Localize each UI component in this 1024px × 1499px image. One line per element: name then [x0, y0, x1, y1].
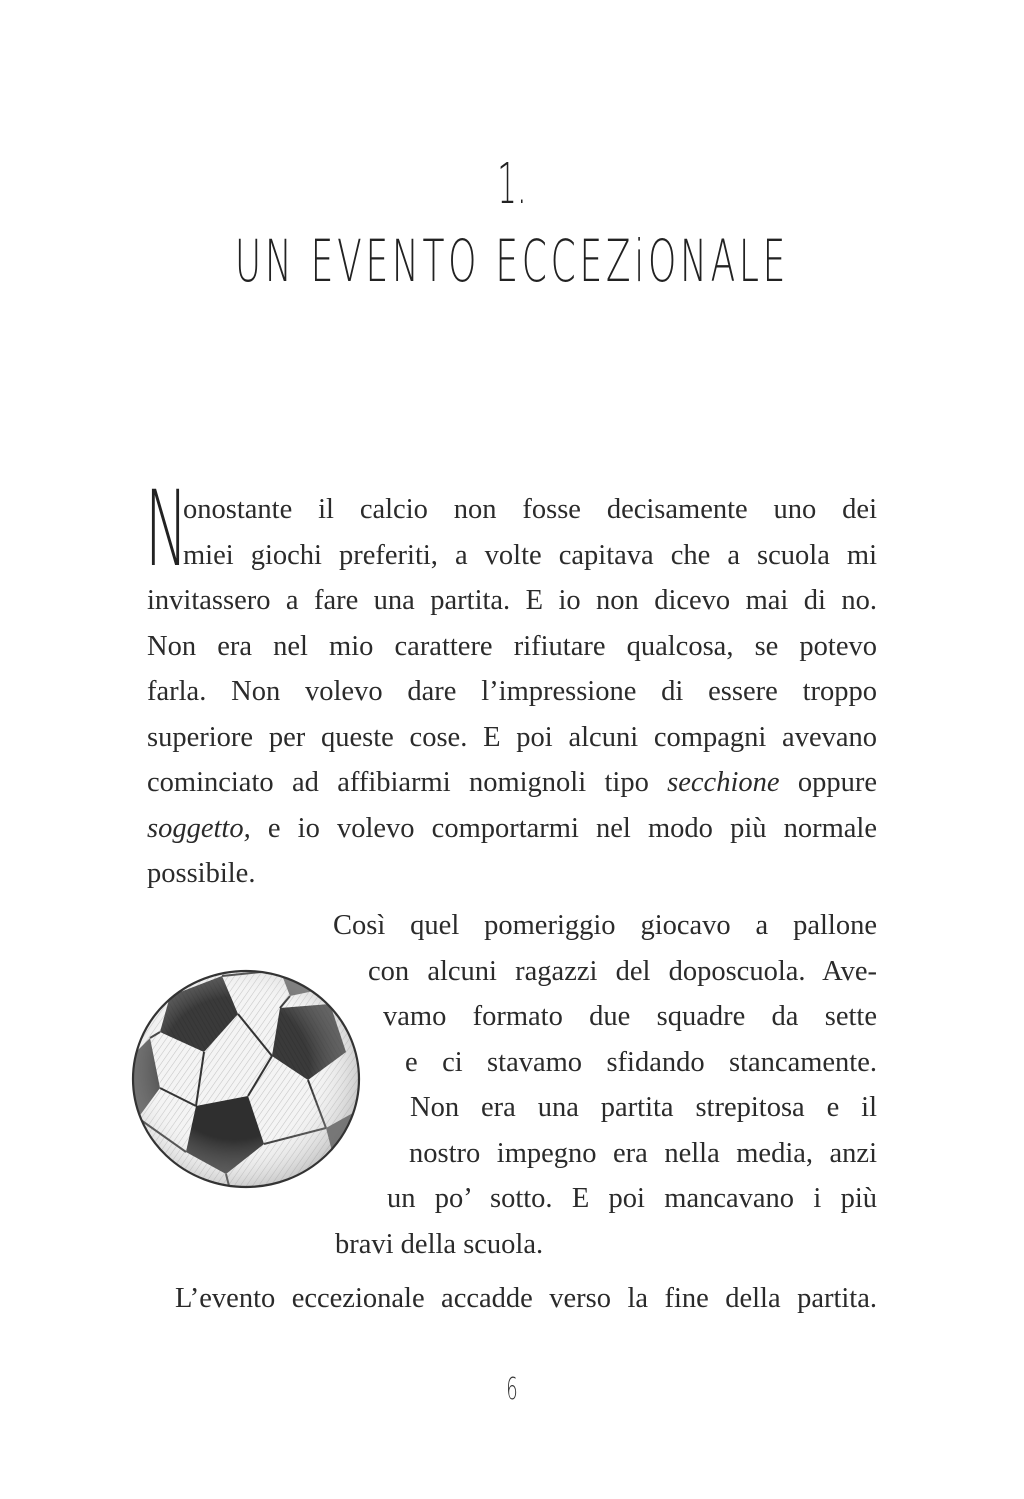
text-line: vamo formato due squadre da sette [383, 1001, 877, 1032]
text-line: Non era nel mio carattere rifiutare qualcosa, se potevo [147, 630, 877, 662]
chapter-title: UN EVENTO ECCEZiONALE [234, 227, 790, 295]
text-fragment: cominciato ad affibiarmi nomignoli tipo [147, 767, 649, 798]
text-line: e ci stavamo sfidando stancamente. [405, 1046, 877, 1078]
paragraph-3: L’evento eccezionale accadde verso la fine della partita. [175, 1283, 877, 1314]
chapter-number: 1. [497, 152, 527, 217]
paragraph-2 [147, 903, 877, 1267]
text-fragment: oppure [797, 767, 878, 798]
italic-word: secchione [667, 767, 780, 798]
text-line [147, 806, 877, 852]
text-line: miei giochi preferiti, a volte capitava che a scuola mi [183, 539, 877, 571]
paragraph-1 [145, 468, 878, 897]
text-line: invitassero a fare una partita. E io non dicevo mai di no. [147, 585, 877, 616]
drop-cap: N [145, 468, 188, 590]
text-line: farla. Non volevo dare l’impressione di essere troppo [147, 676, 877, 707]
text-line: Così quel pomeriggio giocavo a pallone [333, 910, 877, 941]
text-line: nostro impegno era nella media, anzi [409, 1137, 877, 1169]
text-line: un po’ sotto. E poi mancavano i più [387, 1183, 877, 1214]
text-line: Non era una partita strepitosa e il [410, 1092, 877, 1123]
italic-word: soggetto, [147, 812, 251, 844]
text-line: bravi della scuola. [335, 1228, 544, 1260]
page-number: 6 [506, 1372, 518, 1407]
text-line [147, 760, 877, 806]
text-line: onostante il calcio non fosse decisamente uno dei [183, 494, 877, 525]
text-line: superiore per queste cose. E poi alcuni compagni avevano [147, 721, 877, 753]
text-line: possibile. [147, 858, 256, 889]
text-fragment: e io volevo comportarmi nel modo più normale [267, 812, 878, 844]
text-line: con alcuni ragazzi del doposcuola. Ave- [368, 955, 877, 987]
